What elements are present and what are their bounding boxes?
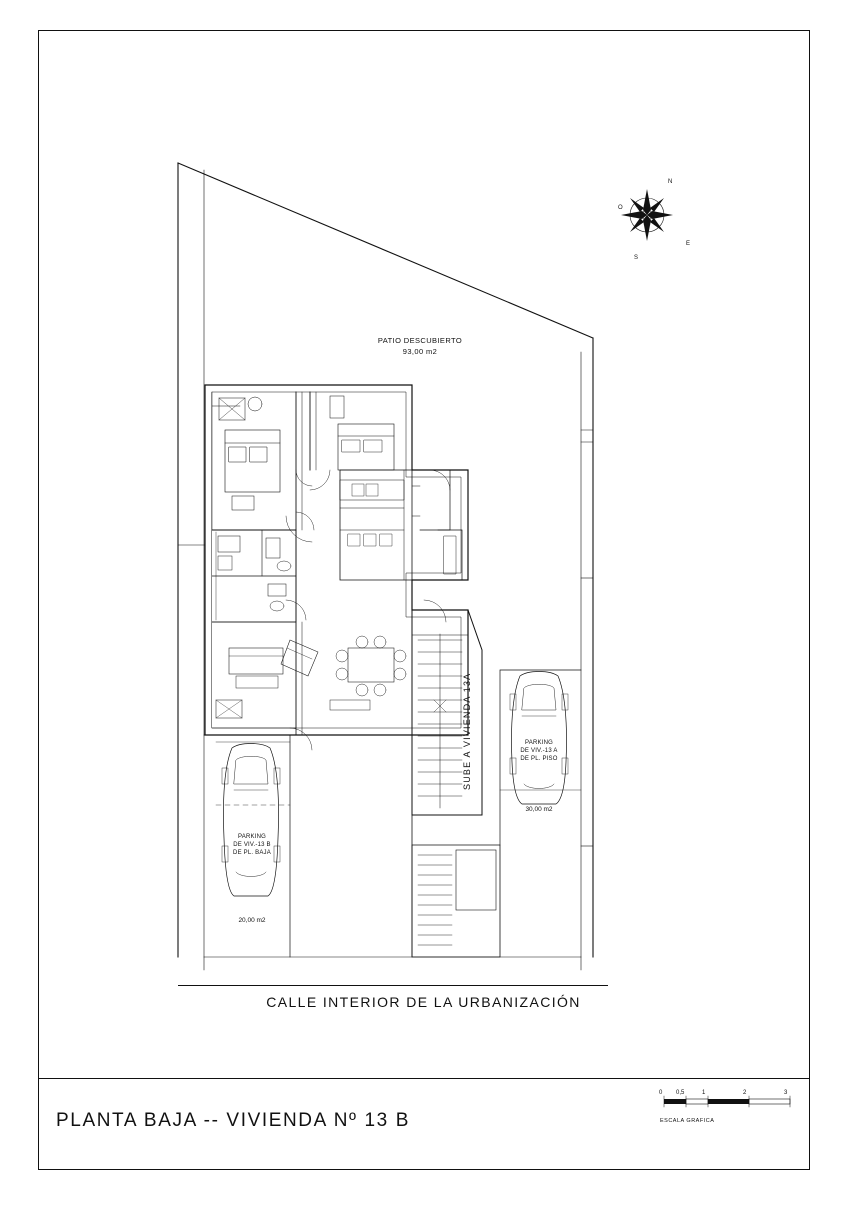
parking-left-line3: DE PL. BAJA [233, 850, 271, 856]
parking-left-area: 20,00 m2 [238, 917, 266, 924]
compass-south-label: S [634, 255, 639, 261]
street-underline [178, 985, 608, 986]
scale-tick-1: 0,5 [676, 1090, 685, 1096]
parking-right-line1: PARKING [525, 740, 553, 746]
patio-name: PATIO DESCUBIERTO [377, 336, 463, 345]
parking-left-line1: PARKING [238, 834, 266, 840]
stair-direction-label: SUBE A VIVIENDA 13A [462, 672, 472, 790]
parking-right-area: 30,00 m2 [525, 806, 553, 813]
compass-east-label: E [686, 241, 691, 247]
parking-right-label [493, 739, 585, 763]
scale-tick-3: 2 [743, 1090, 747, 1096]
page-title: PLANTA BAJA -- VIVIENDA Nº 13 B [56, 1110, 410, 1131]
parking-right-line3: DE PL. PISO [520, 756, 558, 762]
compass-west-label: O [618, 205, 623, 211]
scale-bar [660, 1090, 790, 1132]
parking-left-label [206, 833, 298, 857]
street-label: CALLE INTERIOR DE LA URBANIZACIÓN [266, 994, 581, 1010]
scale-tick-0: 0 [659, 1090, 663, 1096]
patio-area: 93,00 m2 [402, 347, 438, 356]
parking-left-line2: DE VIV.-13 B [233, 842, 271, 848]
scale-tick-4: 3 [784, 1090, 788, 1096]
scale-tick-2: 1 [702, 1090, 706, 1096]
patio-annotation [350, 335, 490, 357]
parking-right-line2: DE VIV.-13 A [520, 748, 558, 754]
scale-tick-labels [660, 1090, 790, 1100]
scale-caption: ESCALA GRAFICA [660, 1118, 715, 1124]
compass-north-label: N [668, 179, 673, 185]
